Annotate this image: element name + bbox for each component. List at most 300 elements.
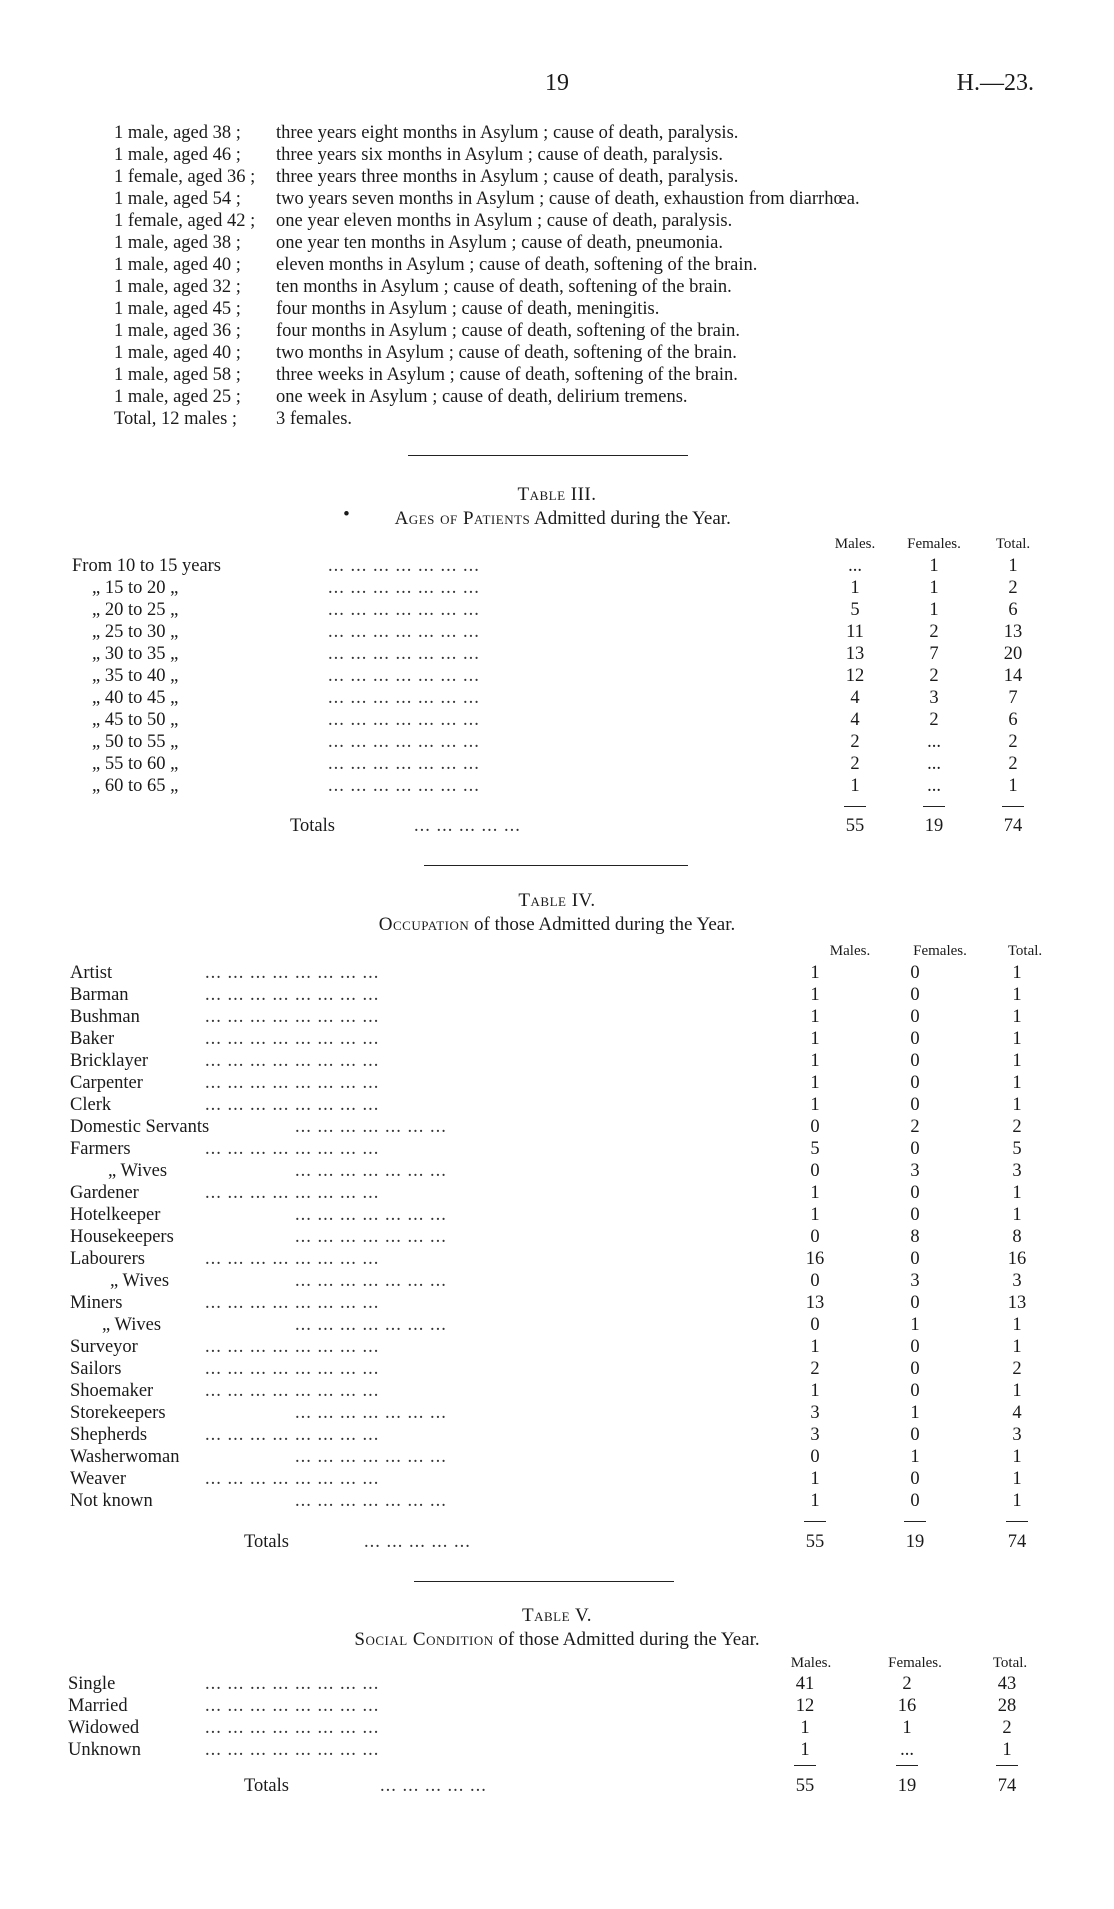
death-entry xyxy=(114,210,860,232)
table-row xyxy=(0,621,1114,643)
table-row xyxy=(0,555,1114,577)
table-3-title xyxy=(0,484,1114,506)
row-label: Not known xyxy=(70,1491,153,1511)
table-4-subtitle-caps: Occupation xyxy=(378,914,470,935)
row-label: Sailors xyxy=(70,1359,122,1379)
table-row xyxy=(0,753,1114,775)
row-label: „ 20 to 25 „ xyxy=(92,600,179,620)
cell-value: 4 xyxy=(850,688,860,708)
leader-dots: ... ... ... ... ... ... ... xyxy=(328,754,480,774)
death-entry xyxy=(114,254,860,276)
row-label: „ 55 to 60 „ xyxy=(92,754,179,774)
section-divider xyxy=(414,1581,674,1582)
row-label: Gardener xyxy=(70,1183,139,1203)
leader-dots: ... ... ... ... ... ... ... ... xyxy=(205,1293,380,1313)
table-4-body xyxy=(0,962,1114,1512)
death-entry xyxy=(114,320,860,342)
row-label: „ 25 to 30 „ xyxy=(92,622,179,642)
death-entry xyxy=(114,144,860,166)
cell-value: 16 xyxy=(897,1696,917,1716)
death-entry xyxy=(114,276,860,298)
cell-value: 1 xyxy=(810,1073,820,1093)
cell-value: 55 xyxy=(805,1532,825,1552)
cell-value: 0 xyxy=(810,1315,820,1335)
cell-value: 3 xyxy=(1012,1161,1022,1181)
row-label: Labourers xyxy=(70,1249,145,1269)
death-entry-detail: three weeks in Asylum ; cause of death, softening of the brain. xyxy=(276,365,738,385)
cell-value: 12 xyxy=(795,1696,815,1716)
death-entry xyxy=(114,386,860,408)
cell-value: 1 xyxy=(810,1007,820,1027)
row-label: Artist xyxy=(70,963,113,983)
leader-dots: ... ... ... ... ... ... ... xyxy=(295,1161,447,1181)
leader-dots: ... ... ... ... ... ... ... xyxy=(328,732,480,752)
table-row xyxy=(0,1050,1114,1072)
cell-value: 8 xyxy=(1012,1227,1022,1247)
cell-value: 2 xyxy=(1012,1117,1022,1137)
table-row xyxy=(0,1226,1114,1248)
death-entry xyxy=(114,166,860,188)
row-label: Baker xyxy=(70,1029,115,1049)
table-row xyxy=(0,1380,1114,1402)
death-entry-detail: eleven months in Asylum ; cause of death, softening of the brain. xyxy=(276,255,758,275)
cell-value: 2 xyxy=(810,1359,820,1379)
table-4-totals xyxy=(0,1531,1114,1553)
sum-rule xyxy=(804,1521,826,1522)
cell-value: 5 xyxy=(1012,1139,1022,1159)
table-row xyxy=(0,1094,1114,1116)
cell-value: 3 xyxy=(910,1271,920,1291)
death-entry-detail: ten months in Asylum ; cause of death, softening of the brain. xyxy=(276,277,732,297)
row-label: Totals xyxy=(290,816,335,836)
death-entry-detail: 3 females. xyxy=(276,409,353,429)
cell-value: 2 xyxy=(929,622,939,642)
cell-value: 74 xyxy=(997,1776,1017,1796)
leader-dots: ... ... ... ... ... xyxy=(414,816,521,836)
row-label: Weaver xyxy=(70,1469,127,1489)
cell-value: 19 xyxy=(924,816,944,836)
cell-value: 7 xyxy=(929,644,939,664)
cell-value: 13 xyxy=(805,1293,825,1313)
cell-value: 2 xyxy=(902,1674,912,1694)
leader-dots: ... ... ... ... ... ... ... ... xyxy=(205,1007,380,1027)
death-total xyxy=(114,408,860,430)
death-entry-who: 1 male, aged 36 ; xyxy=(114,321,241,341)
table-3-subtitle xyxy=(0,504,1114,530)
leader-dots: ... ... ... ... ... ... ... xyxy=(328,688,480,708)
cell-value: 2 xyxy=(1002,1718,1012,1738)
death-entry-detail: two months in Asylum ; cause of death, softening of the brain. xyxy=(276,343,737,363)
leader-dots: ... ... ... ... ... ... ... xyxy=(295,1117,447,1137)
cell-value: 13 xyxy=(1007,1293,1027,1313)
cell-value: 0 xyxy=(910,1095,920,1115)
leader-dots: ... ... ... ... ... ... ... ... xyxy=(205,1381,380,1401)
cell-value: 1 xyxy=(1012,1029,1022,1049)
death-entry-who: 1 female, aged 42 ; xyxy=(114,211,256,231)
sum-rule xyxy=(794,1765,816,1766)
sum-rule xyxy=(923,806,945,807)
leader-dots: ... ... ... ... ... ... ... ... xyxy=(205,1051,380,1071)
cell-value: 74 xyxy=(1007,1532,1027,1552)
death-entry-who: Total, 12 males ; xyxy=(114,409,238,429)
leader-dots: ... ... ... ... ... ... ... ... xyxy=(205,1359,380,1379)
cell-value: 1 xyxy=(850,578,860,598)
column-header-females: Females. xyxy=(913,943,967,959)
leader-dots: ... ... ... ... ... ... ... xyxy=(295,1205,447,1225)
cell-value: 2 xyxy=(1008,578,1018,598)
cell-value: 3 xyxy=(810,1403,820,1423)
death-entry-who: 1 male, aged 46 ; xyxy=(114,145,241,165)
leader-dots: ... ... ... ... ... ... ... xyxy=(295,1271,447,1291)
table-5-totals xyxy=(0,1775,1114,1797)
leader-dots: ... ... ... ... ... ... ... ... xyxy=(205,1139,380,1159)
table-3-totals xyxy=(0,815,1114,837)
cell-value: 1 xyxy=(810,1029,820,1049)
cell-value: 2 xyxy=(850,754,860,774)
table-5-title xyxy=(0,1605,1114,1627)
leader-dots: ... ... ... ... ... ... ... xyxy=(295,1227,447,1247)
leader-dots: ... ... ... ... ... ... ... ... xyxy=(205,1183,380,1203)
cell-value: 2 xyxy=(1012,1359,1022,1379)
table-4-subtitle xyxy=(0,914,1114,936)
row-label: Barman xyxy=(70,985,129,1005)
cell-value: 2 xyxy=(929,710,939,730)
table-row xyxy=(0,1138,1114,1160)
sum-rule xyxy=(896,1765,918,1766)
death-entry-who: 1 female, aged 36 ; xyxy=(114,167,256,187)
column-header-males: Males. xyxy=(834,536,876,552)
table-row xyxy=(0,599,1114,621)
cell-value: 0 xyxy=(810,1447,820,1467)
cell-value: 11 xyxy=(846,622,864,642)
death-entry xyxy=(114,188,860,210)
row-label: „ 50 to 55 „ xyxy=(92,732,179,752)
column-header-females: Females. xyxy=(888,1655,942,1671)
cell-value: 1 xyxy=(810,985,820,1005)
cell-value: 1 xyxy=(929,578,939,598)
cell-value: 0 xyxy=(910,963,920,983)
table-row xyxy=(0,687,1114,709)
deaths-list xyxy=(114,122,860,430)
cell-value: 4 xyxy=(1012,1403,1022,1423)
death-entry-who: 1 male, aged 40 ; xyxy=(114,343,241,363)
cell-value: 5 xyxy=(810,1139,820,1159)
cell-value: 1 xyxy=(1012,1095,1022,1115)
leader-dots: ... ... ... ... ... ... ... xyxy=(328,776,480,796)
cell-value: 5 xyxy=(850,600,860,620)
leader-dots: ... ... ... ... ... ... ... ... xyxy=(205,1674,380,1694)
cell-value: 1 xyxy=(810,1205,820,1225)
cell-value: 55 xyxy=(845,816,865,836)
death-entry-who: 1 male, aged 38 ; xyxy=(114,233,241,253)
cell-value: 6 xyxy=(1008,710,1018,730)
leader-dots: ... ... ... ... ... ... ... ... xyxy=(205,1029,380,1049)
cell-value: 16 xyxy=(1007,1249,1027,1269)
cell-value: 3 xyxy=(1012,1425,1022,1445)
leader-dots: ... ... ... ... ... ... ... ... xyxy=(205,1469,380,1489)
cell-value: 1 xyxy=(910,1403,920,1423)
cell-value: 1 xyxy=(1012,1073,1022,1093)
table-row xyxy=(0,1402,1114,1424)
table-4-title xyxy=(0,890,1114,912)
death-entry-detail: three years three months in Asylum ; cause of death, paralysis. xyxy=(276,167,739,187)
page-reference: H.—23. xyxy=(956,70,1034,96)
table-title-text: Table V. xyxy=(522,1605,592,1626)
cell-value: 0 xyxy=(910,1337,920,1357)
death-entry-who: 1 male, aged 45 ; xyxy=(114,299,241,319)
cell-value: 1 xyxy=(810,1095,820,1115)
cell-value: 1 xyxy=(929,556,939,576)
cell-value: 1 xyxy=(902,1718,912,1738)
row-label: „ 35 to 40 „ xyxy=(92,666,179,686)
column-header-total: Total. xyxy=(992,1655,1028,1671)
death-entry-detail: three years eight months in Asylum ; cause of death, paralysis. xyxy=(276,123,739,143)
cell-value: 0 xyxy=(810,1117,820,1137)
leader-dots: ... ... ... ... ... ... ... xyxy=(328,666,480,686)
cell-value: 1 xyxy=(1012,1205,1022,1225)
cell-value: 2 xyxy=(929,666,939,686)
column-header-females: Females. xyxy=(907,536,961,552)
leader-dots: ... ... ... ... ... ... ... ... xyxy=(205,1425,380,1445)
leader-dots: ... ... ... ... ... ... ... xyxy=(295,1447,447,1467)
leader-dots: ... ... ... ... ... ... ... ... xyxy=(205,1696,380,1716)
cell-value: 20 xyxy=(1003,644,1023,664)
row-label: From 10 to 15 years xyxy=(72,556,222,576)
table-row xyxy=(0,1446,1114,1468)
cell-value: 1 xyxy=(1012,1469,1022,1489)
table-3-body xyxy=(0,555,1114,797)
cell-value: 14 xyxy=(1003,666,1023,686)
sum-rule xyxy=(996,1765,1018,1766)
row-label: „ Wives xyxy=(102,1315,162,1335)
cell-value: 0 xyxy=(810,1227,820,1247)
table-row xyxy=(0,1490,1114,1512)
column-header-males: Males. xyxy=(790,1655,832,1671)
table-3-marker: • xyxy=(343,504,350,525)
cell-value: 1 xyxy=(810,1337,820,1357)
cell-value: 2 xyxy=(1008,754,1018,774)
cell-value: 1 xyxy=(810,1051,820,1071)
cell-value: 41 xyxy=(795,1674,815,1694)
sum-rule xyxy=(904,1521,926,1522)
leader-dots: ... ... ... ... ... ... ... ... xyxy=(205,985,380,1005)
leader-dots: ... ... ... ... ... ... ... ... xyxy=(205,1718,380,1738)
row-label: Totals xyxy=(244,1776,289,1796)
leader-dots: ... ... ... ... ... xyxy=(380,1776,487,1796)
cell-value: 1 xyxy=(800,1718,810,1738)
cell-value: 0 xyxy=(910,1293,920,1313)
cell-value: 1 xyxy=(910,1447,920,1467)
cell-value: ... xyxy=(927,776,941,796)
leader-dots: ... ... ... ... ... ... ... xyxy=(328,600,480,620)
column-header-males: Males. xyxy=(829,943,871,959)
row-label: Married xyxy=(68,1696,128,1716)
section-divider xyxy=(424,865,688,866)
cell-value: 0 xyxy=(910,1359,920,1379)
cell-value: 74 xyxy=(1003,816,1023,836)
table-row xyxy=(0,731,1114,753)
table-row xyxy=(0,665,1114,687)
cell-value: 0 xyxy=(910,1381,920,1401)
table-row xyxy=(0,1270,1114,1292)
death-entry-detail: three years six months in Asylum ; cause of death, paralysis. xyxy=(276,145,723,165)
cell-value: 0 xyxy=(910,1073,920,1093)
cell-value: 0 xyxy=(910,1183,920,1203)
table-5-subtitle-caps: Social Condition xyxy=(354,1629,494,1650)
cell-value: 0 xyxy=(910,985,920,1005)
row-label: Washerwoman xyxy=(70,1447,180,1467)
leader-dots: ... ... ... ... ... ... ... xyxy=(328,710,480,730)
death-entry-detail: four months in Asylum ; cause of death, softening of the brain. xyxy=(276,321,740,341)
cell-value: 0 xyxy=(910,1007,920,1027)
table-row xyxy=(0,1028,1114,1050)
table-3-subtitle-rest: Admitted during the Year. xyxy=(533,508,731,529)
cell-value: ... xyxy=(848,556,862,576)
table-5-subtitle xyxy=(0,1629,1114,1651)
death-entry-detail: four months in Asylum ; cause of death, meningitis. xyxy=(276,299,660,319)
death-entry-who: 1 male, aged 58 ; xyxy=(114,365,241,385)
sum-rule xyxy=(844,806,866,807)
row-label: Bushman xyxy=(70,1007,140,1027)
cell-value: 19 xyxy=(897,1776,917,1796)
leader-dots: ... ... ... ... ... xyxy=(364,1532,471,1552)
table-row xyxy=(0,1673,1114,1695)
cell-value: 1 xyxy=(1012,1447,1022,1467)
cell-value: 1 xyxy=(1002,1740,1012,1760)
cell-value: 1 xyxy=(1008,776,1018,796)
cell-value: 3 xyxy=(910,1161,920,1181)
row-label: „ 15 to 20 „ xyxy=(92,578,179,598)
sum-rule xyxy=(1002,806,1024,807)
cell-value: 19 xyxy=(905,1532,925,1552)
cell-value: 0 xyxy=(910,1491,920,1511)
cell-value: 0 xyxy=(810,1271,820,1291)
table-row xyxy=(0,1160,1114,1182)
cell-value: 1 xyxy=(1012,1007,1022,1027)
cell-value: 12 xyxy=(845,666,865,686)
cell-value: 1 xyxy=(800,1740,810,1760)
table-title-text: Table III. xyxy=(517,484,597,505)
cell-value: 1 xyxy=(810,963,820,983)
cell-value: 28 xyxy=(997,1696,1017,1716)
cell-value: ... xyxy=(927,754,941,774)
cell-value: 1 xyxy=(1012,1381,1022,1401)
cell-value: 0 xyxy=(810,1161,820,1181)
leader-dots: ... ... ... ... ... ... ... xyxy=(295,1403,447,1423)
table-row xyxy=(0,984,1114,1006)
row-label: Surveyor xyxy=(70,1337,138,1357)
column-header-total: Total. xyxy=(1007,943,1043,959)
death-entry-detail: two years seven months in Asylum ; cause of death, exhaustion from diarrhœa. xyxy=(276,189,860,209)
cell-value: 0 xyxy=(910,1051,920,1071)
row-label: „ 45 to 50 „ xyxy=(92,710,179,730)
table-row xyxy=(0,577,1114,599)
cell-value: 0 xyxy=(910,1469,920,1489)
cell-value: 43 xyxy=(997,1674,1017,1694)
cell-value: 1 xyxy=(810,1491,820,1511)
row-label: Farmers xyxy=(70,1139,131,1159)
table-row xyxy=(0,775,1114,797)
death-entry-who: 1 male, aged 40 ; xyxy=(114,255,241,275)
leader-dots: ... ... ... ... ... ... ... xyxy=(328,556,480,576)
cell-value: 1 xyxy=(1008,556,1018,576)
table-4-subtitle-rest: of those Admitted during the Year. xyxy=(474,914,736,935)
cell-value: 13 xyxy=(1003,622,1023,642)
leader-dots: ... ... ... ... ... ... ... ... xyxy=(205,1249,380,1269)
death-entry-who: 1 male, aged 25 ; xyxy=(114,387,241,407)
table-row xyxy=(0,1468,1114,1490)
table-row xyxy=(0,1072,1114,1094)
cell-value: 7 xyxy=(1008,688,1018,708)
leader-dots: ... ... ... ... ... ... ... ... xyxy=(205,963,380,983)
leader-dots: ... ... ... ... ... ... ... xyxy=(328,644,480,664)
table-row xyxy=(0,643,1114,665)
cell-value: 8 xyxy=(910,1227,920,1247)
cell-value: 1 xyxy=(1012,1337,1022,1357)
cell-value: 1 xyxy=(810,1381,820,1401)
table-row xyxy=(0,709,1114,731)
row-label: Totals xyxy=(244,1532,289,1552)
table-row xyxy=(0,1358,1114,1380)
death-entry xyxy=(114,364,860,386)
cell-value: 0 xyxy=(910,1249,920,1269)
cell-value: 1 xyxy=(810,1469,820,1489)
sum-rule xyxy=(1006,1521,1028,1522)
cell-value: 2 xyxy=(910,1117,920,1137)
column-header-total: Total. xyxy=(995,536,1031,552)
table-row xyxy=(0,962,1114,984)
leader-dots: ... ... ... ... ... ... ... ... xyxy=(205,1095,380,1115)
death-entry-detail: one year eleven months in Asylum ; cause of death, paralysis. xyxy=(276,211,733,231)
row-label: „ 60 to 65 „ xyxy=(92,776,179,796)
row-label: Shepherds xyxy=(70,1425,148,1445)
table-5-body xyxy=(0,1673,1114,1761)
cell-value: 1 xyxy=(1012,1315,1022,1335)
death-entry-who: 1 male, aged 38 ; xyxy=(114,123,241,143)
death-entry-who: 1 male, aged 54 ; xyxy=(114,189,241,209)
table-row xyxy=(0,1248,1114,1270)
table-row xyxy=(0,1204,1114,1226)
table-row xyxy=(0,1116,1114,1138)
row-label: „ Wives xyxy=(110,1271,170,1291)
cell-value: 1 xyxy=(929,600,939,620)
row-label: Single xyxy=(68,1674,116,1694)
cell-value: 3 xyxy=(1012,1271,1022,1291)
cell-value: 3 xyxy=(810,1425,820,1445)
cell-value: 1 xyxy=(850,776,860,796)
row-label: Carpenter xyxy=(70,1073,143,1093)
cell-value: 6 xyxy=(1008,600,1018,620)
cell-value: 1 xyxy=(1012,1491,1022,1511)
table-row xyxy=(0,1292,1114,1314)
cell-value: 0 xyxy=(910,1425,920,1445)
table-row xyxy=(0,1424,1114,1446)
row-label: „ Wives xyxy=(108,1161,168,1181)
row-label: Miners xyxy=(70,1293,123,1313)
cell-value: 3 xyxy=(929,688,939,708)
row-label: Storekeepers xyxy=(70,1403,166,1423)
death-entry xyxy=(114,122,860,144)
table-row xyxy=(0,1182,1114,1204)
cell-value: ... xyxy=(927,732,941,752)
death-entry xyxy=(114,298,860,320)
death-entry-detail: one week in Asylum ; cause of death, delirium tremens. xyxy=(276,387,688,407)
cell-value: 1 xyxy=(810,1183,820,1203)
leader-dots: ... ... ... ... ... ... ... ... xyxy=(205,1073,380,1093)
row-label: Housekeepers xyxy=(70,1227,174,1247)
cell-value: ... xyxy=(900,1740,914,1760)
cell-value: 2 xyxy=(850,732,860,752)
